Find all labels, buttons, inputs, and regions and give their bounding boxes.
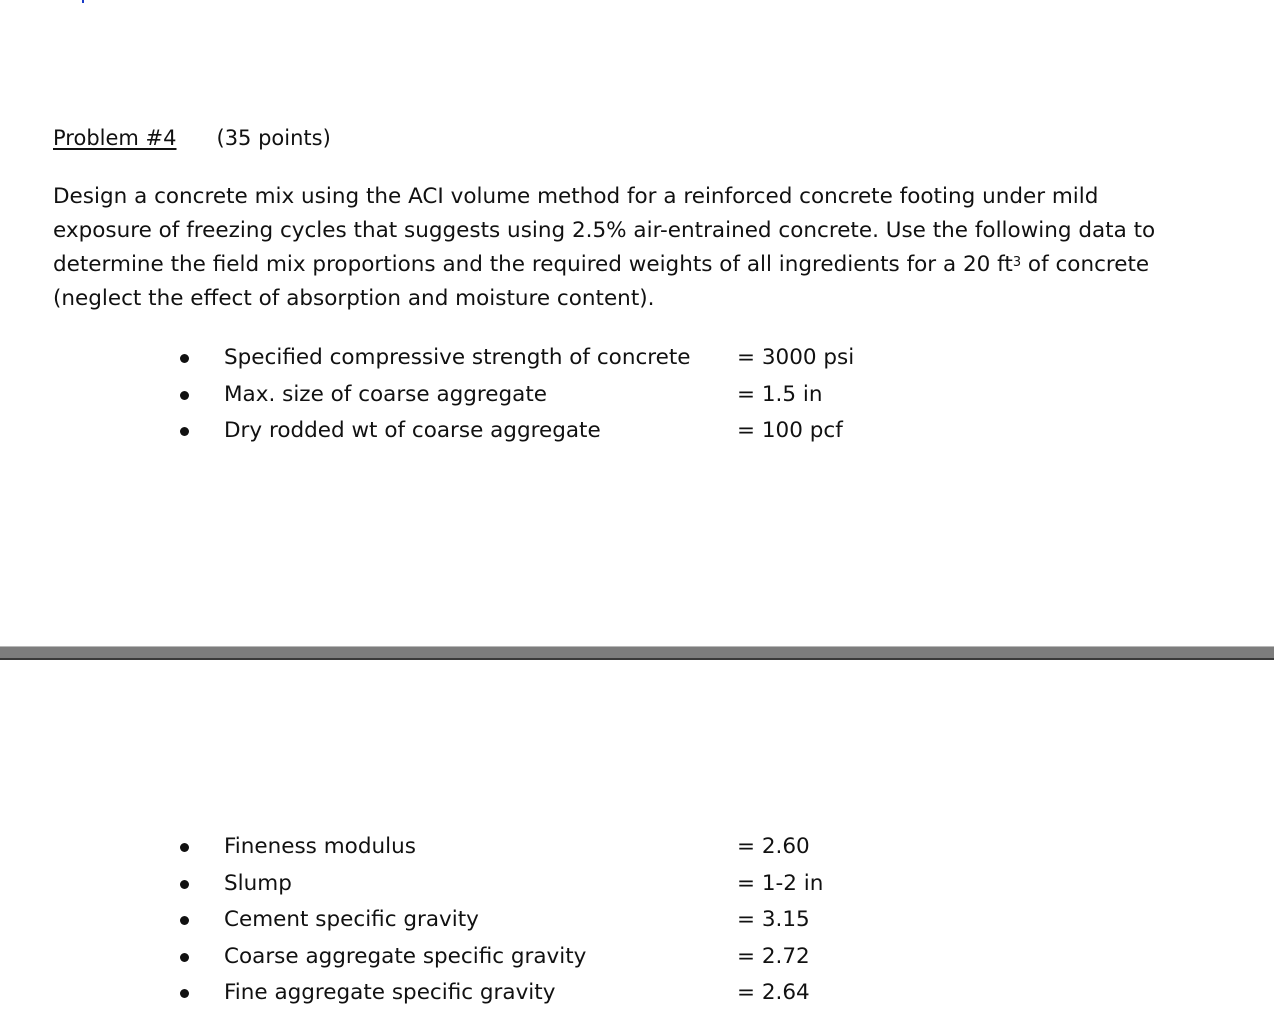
item-value: = 2.60 xyxy=(737,834,810,859)
item-label: Cement specific gravity xyxy=(224,907,479,933)
description-text: Design a concrete mix using the ACI volume method for a reinforced concrete footing under mild exposure of freezing cycles that suggests using 2.5% air-entrained concrete. Use the following data to determine the field mix proportions and the required weights of all ingredients for a 20 ft xyxy=(53,184,1156,277)
list-item xyxy=(0,866,1274,903)
list-item xyxy=(0,340,1274,377)
description-text-end: of concrete (neglect the effect of absorption and moisture content). xyxy=(53,252,1150,311)
bullet-icon xyxy=(180,427,189,436)
bullet-icon xyxy=(180,843,189,852)
item-label: Dry rodded wt of coarse aggregate xyxy=(224,418,601,444)
list-item xyxy=(0,975,1274,1012)
given-data-list xyxy=(0,340,1274,450)
item-value: = 1.5 in xyxy=(737,381,823,407)
list-item xyxy=(0,902,1274,939)
page-divider xyxy=(0,646,1274,660)
item-value: = 3.15 xyxy=(737,907,810,933)
list-item xyxy=(0,939,1274,976)
stray-mark xyxy=(82,0,84,3)
cubic-superscript: 3 xyxy=(1012,255,1022,270)
document-page-2 xyxy=(0,660,1274,1020)
list-item xyxy=(0,829,1274,866)
bullet-icon xyxy=(180,391,189,400)
points-label: (35 points) xyxy=(216,126,331,150)
item-label: Fine aggregate specific gravity xyxy=(224,980,556,1006)
problem-label: Problem #4 xyxy=(53,126,177,150)
item-value: = 1-2 in xyxy=(737,870,824,896)
item-value: = 3000 psi xyxy=(737,345,855,370)
item-label: Max. size of coarse aggregate xyxy=(224,381,547,407)
item-label: Fineness modulus xyxy=(224,834,416,859)
given-data-list-continued xyxy=(0,829,1274,1012)
bullet-icon xyxy=(180,953,189,962)
bullet-icon xyxy=(180,354,189,363)
item-value: = 2.72 xyxy=(737,943,810,969)
item-value: = 2.64 xyxy=(737,980,810,1006)
item-label: Specified compressive strength of concrete xyxy=(224,345,691,370)
item-label: Slump xyxy=(224,870,292,896)
list-item xyxy=(0,413,1274,450)
problem-header xyxy=(53,122,553,152)
problem-description xyxy=(53,180,1203,316)
bullet-icon xyxy=(180,989,189,998)
bullet-icon xyxy=(180,880,189,889)
bullet-icon xyxy=(180,916,189,925)
item-label: Coarse aggregate specific gravity xyxy=(224,943,587,969)
list-item xyxy=(0,377,1274,414)
item-value: = 100 pcf xyxy=(737,418,843,444)
